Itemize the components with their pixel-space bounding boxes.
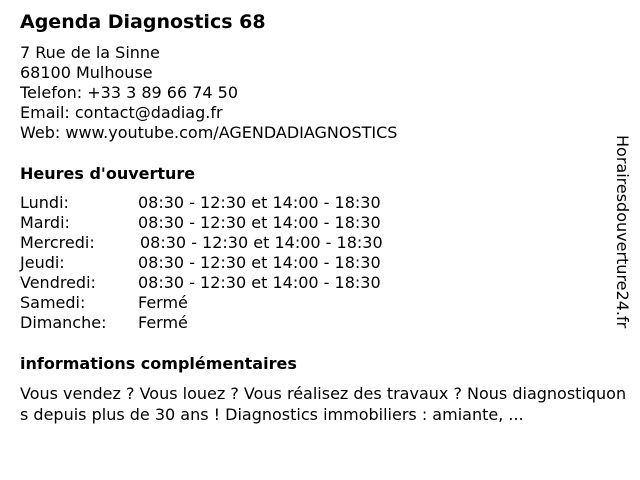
hours-value: Fermé xyxy=(138,293,188,312)
business-name: Agenda Diagnostics 68 xyxy=(20,11,266,33)
hours-row-tuesday xyxy=(20,213,440,233)
contact-block xyxy=(20,43,397,143)
additional-info-text: Vous vendez ? Vous louez ? Vous réalisez des travaux ? Nous diagnostiquons depuis plus de 30 ans ! Diagnostics immobiliers : amiante, ... xyxy=(20,384,627,424)
day-label: Mercredi: xyxy=(20,233,95,252)
hours-value: 08:30 - 12:30 et 14:00 - 18:30 xyxy=(138,253,381,272)
hours-value: 08:30 - 12:30 et 14:00 - 18:30 xyxy=(138,213,381,232)
opening-hours-heading: Heures d'ouverture xyxy=(20,164,196,183)
day-label: Vendredi: xyxy=(20,273,96,292)
hours-row-wednesday xyxy=(20,233,440,253)
site-watermark: Horairesdouverture24.fr xyxy=(613,135,632,329)
day-label: Dimanche: xyxy=(20,313,107,332)
address-city: 68100 Mulhouse xyxy=(20,63,153,82)
hours-value: 08:30 - 12:30 et 14:00 - 18:30 xyxy=(138,273,381,292)
hours-row-saturday xyxy=(20,293,440,313)
phone-text: Telefon: +33 3 89 66 74 50 xyxy=(20,83,239,102)
day-label: Lundi: xyxy=(20,193,69,212)
email-text: Email: contact@dadiag.fr xyxy=(20,103,223,122)
hours-row-friday xyxy=(20,273,440,293)
additional-info-heading: informations complémentaires xyxy=(20,354,297,373)
opening-hours-table xyxy=(20,193,440,333)
hours-row-sunday xyxy=(20,313,440,333)
hours-value: 08:30 - 12:30 et 14:00 - 18:30 xyxy=(138,193,381,212)
address-street: 7 Rue de la Sinne xyxy=(20,43,160,62)
hours-row-thursday xyxy=(20,253,440,273)
hours-value: Fermé xyxy=(138,313,188,332)
hours-row-monday xyxy=(20,193,440,213)
website-text: Web: www.youtube.com/AGENDADIAGNOSTICS xyxy=(20,123,398,142)
day-label: Samedi: xyxy=(20,293,86,312)
day-label: Mardi: xyxy=(20,213,70,232)
hours-value: 08:30 - 12:30 et 14:00 - 18:30 xyxy=(140,233,383,252)
day-label: Jeudi: xyxy=(20,253,65,272)
